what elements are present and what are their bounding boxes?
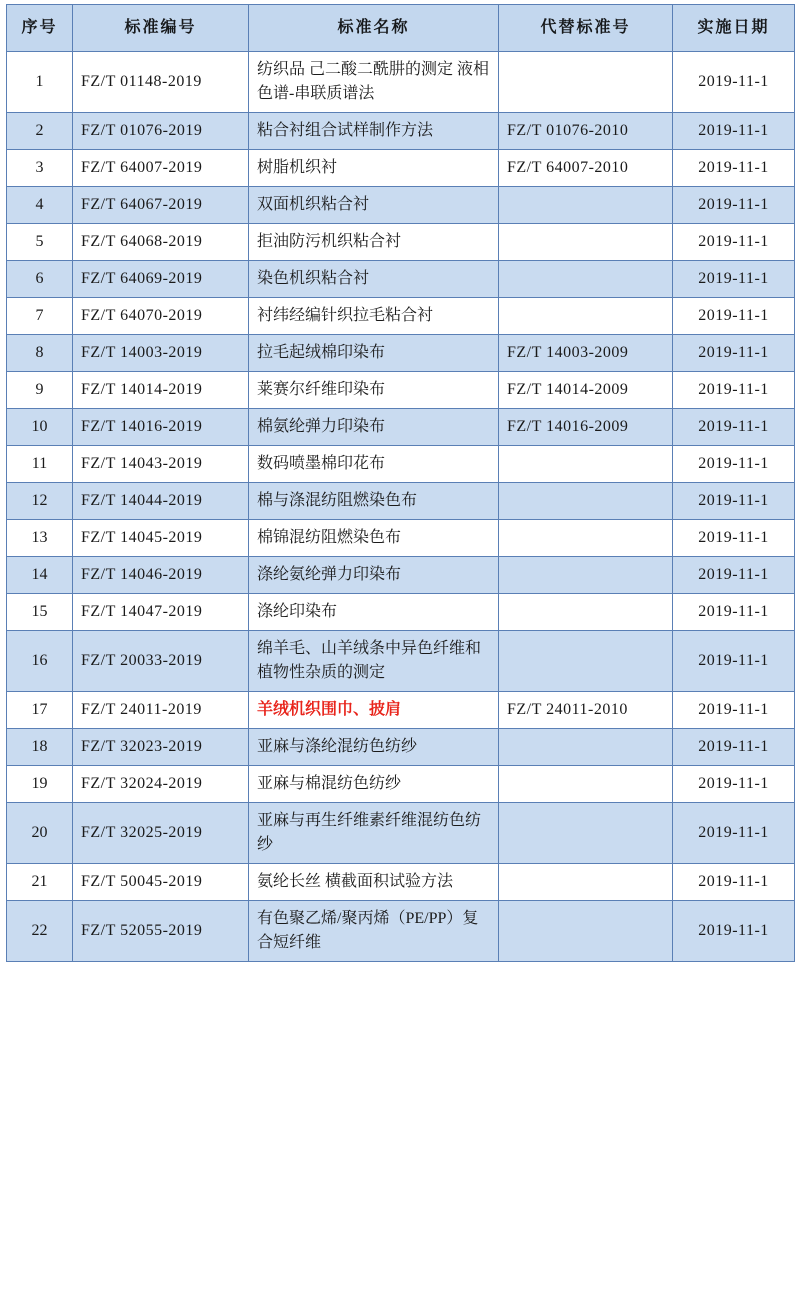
cell-name-text: 氨纶长丝 横截面积试验方法 bbox=[257, 873, 454, 890]
cell-name-text: 衬纬经编针织拉毛粘合衬 bbox=[257, 307, 434, 324]
cell-date bbox=[673, 594, 795, 631]
cell-name bbox=[249, 520, 499, 557]
cell-replaced bbox=[499, 729, 673, 766]
cell-date-text: 2019-11-1 bbox=[698, 603, 769, 620]
cell-replaced bbox=[499, 335, 673, 372]
cell-name-text: 绵羊毛、山羊绒条中异色纤维和植物性杂质的测定 bbox=[257, 640, 482, 681]
cell-index bbox=[7, 766, 73, 803]
cell-code-text: FZ/T 14046-2019 bbox=[81, 566, 203, 583]
cell-index-text: 22 bbox=[31, 922, 48, 939]
cell-name-text: 拒油防污机织粘合衬 bbox=[257, 233, 402, 250]
cell-index bbox=[7, 483, 73, 520]
cell-date-text: 2019-11-1 bbox=[698, 738, 769, 755]
cell-name bbox=[249, 594, 499, 631]
column-header-name: 标准名称 bbox=[249, 5, 499, 52]
cell-replaced bbox=[499, 409, 673, 446]
cell-date bbox=[673, 520, 795, 557]
cell-name-text: 棉与涤混纺阻燃染色布 bbox=[257, 492, 418, 509]
cell-name bbox=[249, 692, 499, 729]
table-row bbox=[7, 372, 795, 409]
table-row bbox=[7, 261, 795, 298]
cell-date-text: 2019-11-1 bbox=[698, 701, 769, 718]
cell-date-text: 2019-11-1 bbox=[698, 73, 769, 90]
cell-index bbox=[7, 729, 73, 766]
cell-code bbox=[73, 335, 249, 372]
cell-date bbox=[673, 729, 795, 766]
cell-code-text: FZ/T 32024-2019 bbox=[81, 775, 203, 792]
cell-index bbox=[7, 446, 73, 483]
cell-name-text: 拉毛起绒棉印染布 bbox=[257, 344, 386, 361]
cell-date bbox=[673, 224, 795, 261]
cell-code bbox=[73, 150, 249, 187]
cell-code bbox=[73, 113, 249, 150]
cell-code-text: FZ/T 64007-2019 bbox=[81, 159, 203, 176]
cell-code-text: FZ/T 14016-2019 bbox=[81, 418, 203, 435]
cell-date-text: 2019-11-1 bbox=[698, 775, 769, 792]
table-row bbox=[7, 335, 795, 372]
cell-code-text: FZ/T 14014-2019 bbox=[81, 381, 203, 398]
cell-index bbox=[7, 594, 73, 631]
cell-name-text: 有色聚乙烯/聚丙烯（PE/PP）复合短纤维 bbox=[257, 910, 479, 951]
table-row bbox=[7, 446, 795, 483]
cell-code bbox=[73, 372, 249, 409]
table-row bbox=[7, 224, 795, 261]
table-row bbox=[7, 150, 795, 187]
cell-name bbox=[249, 150, 499, 187]
table-row bbox=[7, 692, 795, 729]
cell-index bbox=[7, 113, 73, 150]
cell-date bbox=[673, 631, 795, 692]
cell-index-text: 19 bbox=[31, 775, 48, 792]
cell-code-text: FZ/T 01148-2019 bbox=[81, 73, 202, 90]
cell-code bbox=[73, 594, 249, 631]
cell-code-text: FZ/T 14047-2019 bbox=[81, 603, 203, 620]
cell-index-text: 16 bbox=[31, 652, 48, 669]
cell-index bbox=[7, 261, 73, 298]
cell-code bbox=[73, 52, 249, 113]
cell-date-text: 2019-11-1 bbox=[698, 196, 769, 213]
cell-code-text: FZ/T 14003-2019 bbox=[81, 344, 203, 361]
cell-index bbox=[7, 692, 73, 729]
cell-code bbox=[73, 901, 249, 962]
cell-date bbox=[673, 261, 795, 298]
cell-replaced bbox=[499, 150, 673, 187]
cell-index bbox=[7, 150, 73, 187]
cell-date-text: 2019-11-1 bbox=[698, 418, 769, 435]
cell-date bbox=[673, 335, 795, 372]
cell-date-text: 2019-11-1 bbox=[698, 233, 769, 250]
cell-date-text: 2019-11-1 bbox=[698, 824, 769, 841]
table-row bbox=[7, 187, 795, 224]
cell-index-text: 1 bbox=[35, 73, 44, 90]
cell-date bbox=[673, 692, 795, 729]
cell-name-text: 亚麻与棉混纺色纺纱 bbox=[257, 775, 402, 792]
cell-replaced-text: FZ/T 24011-2010 bbox=[507, 701, 628, 718]
cell-index-text: 15 bbox=[31, 603, 48, 620]
cell-replaced bbox=[499, 483, 673, 520]
cell-replaced-text: FZ/T 64007-2010 bbox=[507, 159, 629, 176]
cell-date bbox=[673, 483, 795, 520]
table-row bbox=[7, 483, 795, 520]
table-row bbox=[7, 52, 795, 113]
cell-code-text: FZ/T 64067-2019 bbox=[81, 196, 203, 213]
cell-index-text: 17 bbox=[31, 701, 48, 718]
cell-code-text: FZ/T 24011-2019 bbox=[81, 701, 202, 718]
cell-name bbox=[249, 224, 499, 261]
cell-name bbox=[249, 901, 499, 962]
cell-name bbox=[249, 864, 499, 901]
cell-name bbox=[249, 372, 499, 409]
cell-code bbox=[73, 766, 249, 803]
cell-name-text: 粘合衬组合试样制作方法 bbox=[257, 122, 434, 139]
cell-replaced-text: FZ/T 01076-2010 bbox=[507, 122, 629, 139]
cell-name bbox=[249, 409, 499, 446]
cell-replaced-text: FZ/T 14016-2009 bbox=[507, 418, 629, 435]
cell-code bbox=[73, 224, 249, 261]
cell-date bbox=[673, 864, 795, 901]
cell-name-text: 涤纶氨纶弹力印染布 bbox=[257, 566, 402, 583]
cell-name bbox=[249, 52, 499, 113]
cell-code bbox=[73, 298, 249, 335]
table-row bbox=[7, 864, 795, 901]
cell-code-text: FZ/T 14044-2019 bbox=[81, 492, 203, 509]
cell-replaced-text: FZ/T 14003-2009 bbox=[507, 344, 629, 361]
cell-index-text: 14 bbox=[31, 566, 48, 583]
cell-name bbox=[249, 187, 499, 224]
cell-code bbox=[73, 261, 249, 298]
column-header-index: 序号 bbox=[7, 5, 73, 52]
table-row bbox=[7, 803, 795, 864]
cell-index-text: 12 bbox=[31, 492, 48, 509]
cell-name-text: 涤纶印染布 bbox=[257, 603, 338, 620]
cell-code-text: FZ/T 32023-2019 bbox=[81, 738, 203, 755]
cell-index-text: 20 bbox=[31, 824, 48, 841]
cell-code bbox=[73, 409, 249, 446]
table-body bbox=[7, 52, 795, 962]
table-row bbox=[7, 766, 795, 803]
cell-date bbox=[673, 803, 795, 864]
cell-code bbox=[73, 446, 249, 483]
cell-index bbox=[7, 335, 73, 372]
cell-name-text: 染色机织粘合衬 bbox=[257, 270, 370, 287]
cell-replaced bbox=[499, 901, 673, 962]
cell-name-text: 双面机织粘合衬 bbox=[257, 196, 370, 213]
cell-name-text: 亚麻与再生纤维素纤维混纺色纺纱 bbox=[257, 812, 482, 853]
cell-code-text: FZ/T 20033-2019 bbox=[81, 652, 203, 669]
cell-replaced bbox=[499, 766, 673, 803]
cell-index bbox=[7, 52, 73, 113]
cell-code-text: FZ/T 32025-2019 bbox=[81, 824, 203, 841]
cell-date bbox=[673, 150, 795, 187]
cell-replaced bbox=[499, 631, 673, 692]
cell-date-text: 2019-11-1 bbox=[698, 492, 769, 509]
cell-index-text: 8 bbox=[35, 344, 44, 361]
cell-date-text: 2019-11-1 bbox=[698, 122, 769, 139]
cell-replaced-text: FZ/T 14014-2009 bbox=[507, 381, 629, 398]
cell-name bbox=[249, 803, 499, 864]
cell-replaced bbox=[499, 557, 673, 594]
cell-code bbox=[73, 520, 249, 557]
cell-date bbox=[673, 298, 795, 335]
cell-name bbox=[249, 557, 499, 594]
table-row bbox=[7, 729, 795, 766]
cell-index bbox=[7, 187, 73, 224]
cell-date bbox=[673, 52, 795, 113]
cell-name-text: 羊绒机织围巾、披肩 bbox=[257, 701, 402, 718]
cell-code-text: FZ/T 14043-2019 bbox=[81, 455, 203, 472]
cell-index-text: 3 bbox=[35, 159, 44, 176]
cell-index-text: 18 bbox=[31, 738, 48, 755]
table-header-row bbox=[7, 5, 795, 52]
cell-index bbox=[7, 557, 73, 594]
cell-date-text: 2019-11-1 bbox=[698, 344, 769, 361]
table-row bbox=[7, 520, 795, 557]
cell-index bbox=[7, 803, 73, 864]
cell-code bbox=[73, 803, 249, 864]
cell-code-text: FZ/T 50045-2019 bbox=[81, 873, 203, 890]
cell-date-text: 2019-11-1 bbox=[698, 873, 769, 890]
cell-code bbox=[73, 483, 249, 520]
cell-replaced bbox=[499, 594, 673, 631]
cell-replaced bbox=[499, 692, 673, 729]
cell-name bbox=[249, 298, 499, 335]
cell-code-text: FZ/T 14045-2019 bbox=[81, 529, 203, 546]
cell-date-text: 2019-11-1 bbox=[698, 922, 769, 939]
cell-index-text: 4 bbox=[35, 196, 44, 213]
cell-date-text: 2019-11-1 bbox=[698, 529, 769, 546]
table-header bbox=[7, 5, 795, 52]
cell-code-text: FZ/T 64068-2019 bbox=[81, 233, 203, 250]
cell-code-text: FZ/T 52055-2019 bbox=[81, 922, 203, 939]
cell-date-text: 2019-11-1 bbox=[698, 652, 769, 669]
cell-name bbox=[249, 766, 499, 803]
cell-date bbox=[673, 901, 795, 962]
cell-replaced bbox=[499, 113, 673, 150]
cell-code-text: FZ/T 64069-2019 bbox=[81, 270, 203, 287]
table-row bbox=[7, 298, 795, 335]
cell-name-text: 莱赛尔纤维印染布 bbox=[257, 381, 386, 398]
cell-index-text: 9 bbox=[35, 381, 44, 398]
cell-index bbox=[7, 298, 73, 335]
table-row bbox=[7, 631, 795, 692]
cell-date bbox=[673, 766, 795, 803]
cell-date bbox=[673, 446, 795, 483]
column-header-date: 实施日期 bbox=[673, 5, 795, 52]
cell-name bbox=[249, 261, 499, 298]
cell-date bbox=[673, 187, 795, 224]
cell-date-text: 2019-11-1 bbox=[698, 566, 769, 583]
cell-index-text: 13 bbox=[31, 529, 48, 546]
cell-date-text: 2019-11-1 bbox=[698, 270, 769, 287]
cell-code bbox=[73, 187, 249, 224]
cell-replaced bbox=[499, 52, 673, 113]
cell-index bbox=[7, 372, 73, 409]
cell-index-text: 10 bbox=[31, 418, 48, 435]
cell-date bbox=[673, 113, 795, 150]
cell-index bbox=[7, 901, 73, 962]
column-header-replaced: 代替标准号 bbox=[499, 5, 673, 52]
cell-index bbox=[7, 520, 73, 557]
cell-replaced bbox=[499, 298, 673, 335]
cell-code bbox=[73, 729, 249, 766]
cell-name-text: 数码喷墨棉印花布 bbox=[257, 455, 386, 472]
cell-index bbox=[7, 224, 73, 261]
standards-table bbox=[6, 4, 795, 962]
cell-name bbox=[249, 113, 499, 150]
cell-name-text: 亚麻与涤纶混纺色纺纱 bbox=[257, 738, 418, 755]
cell-code-text: FZ/T 01076-2019 bbox=[81, 122, 203, 139]
cell-replaced bbox=[499, 864, 673, 901]
cell-replaced bbox=[499, 520, 673, 557]
cell-index-text: 11 bbox=[31, 455, 48, 472]
cell-index-text: 5 bbox=[35, 233, 44, 250]
cell-name bbox=[249, 483, 499, 520]
cell-name bbox=[249, 631, 499, 692]
cell-date bbox=[673, 409, 795, 446]
cell-index-text: 21 bbox=[31, 873, 48, 890]
cell-replaced bbox=[499, 372, 673, 409]
cell-index bbox=[7, 864, 73, 901]
table-row bbox=[7, 113, 795, 150]
column-header-code: 标准编号 bbox=[73, 5, 249, 52]
cell-code bbox=[73, 557, 249, 594]
cell-date-text: 2019-11-1 bbox=[698, 159, 769, 176]
cell-index-text: 7 bbox=[35, 307, 44, 324]
cell-replaced bbox=[499, 224, 673, 261]
cell-name-text: 树脂机织衬 bbox=[257, 159, 338, 176]
cell-replaced bbox=[499, 803, 673, 864]
cell-date bbox=[673, 372, 795, 409]
cell-index-text: 6 bbox=[35, 270, 44, 287]
cell-index bbox=[7, 631, 73, 692]
cell-name bbox=[249, 729, 499, 766]
cell-index bbox=[7, 409, 73, 446]
cell-name-text: 棉锦混纺阻燃染色布 bbox=[257, 529, 402, 546]
table-row bbox=[7, 557, 795, 594]
cell-replaced bbox=[499, 261, 673, 298]
cell-name bbox=[249, 446, 499, 483]
cell-code bbox=[73, 631, 249, 692]
cell-code bbox=[73, 864, 249, 901]
cell-date-text: 2019-11-1 bbox=[698, 381, 769, 398]
table-row bbox=[7, 594, 795, 631]
cell-date-text: 2019-11-1 bbox=[698, 307, 769, 324]
cell-date-text: 2019-11-1 bbox=[698, 455, 769, 472]
table-row bbox=[7, 901, 795, 962]
cell-date bbox=[673, 557, 795, 594]
cell-code-text: FZ/T 64070-2019 bbox=[81, 307, 203, 324]
cell-name bbox=[249, 335, 499, 372]
cell-replaced bbox=[499, 187, 673, 224]
cell-replaced bbox=[499, 446, 673, 483]
cell-name-text: 纺织品 己二酸二酰肼的测定 液相色谱-串联质谱法 bbox=[257, 61, 490, 102]
cell-index-text: 2 bbox=[35, 122, 44, 139]
table-row bbox=[7, 409, 795, 446]
cell-code bbox=[73, 692, 249, 729]
cell-name-text: 棉氨纶弹力印染布 bbox=[257, 418, 386, 435]
